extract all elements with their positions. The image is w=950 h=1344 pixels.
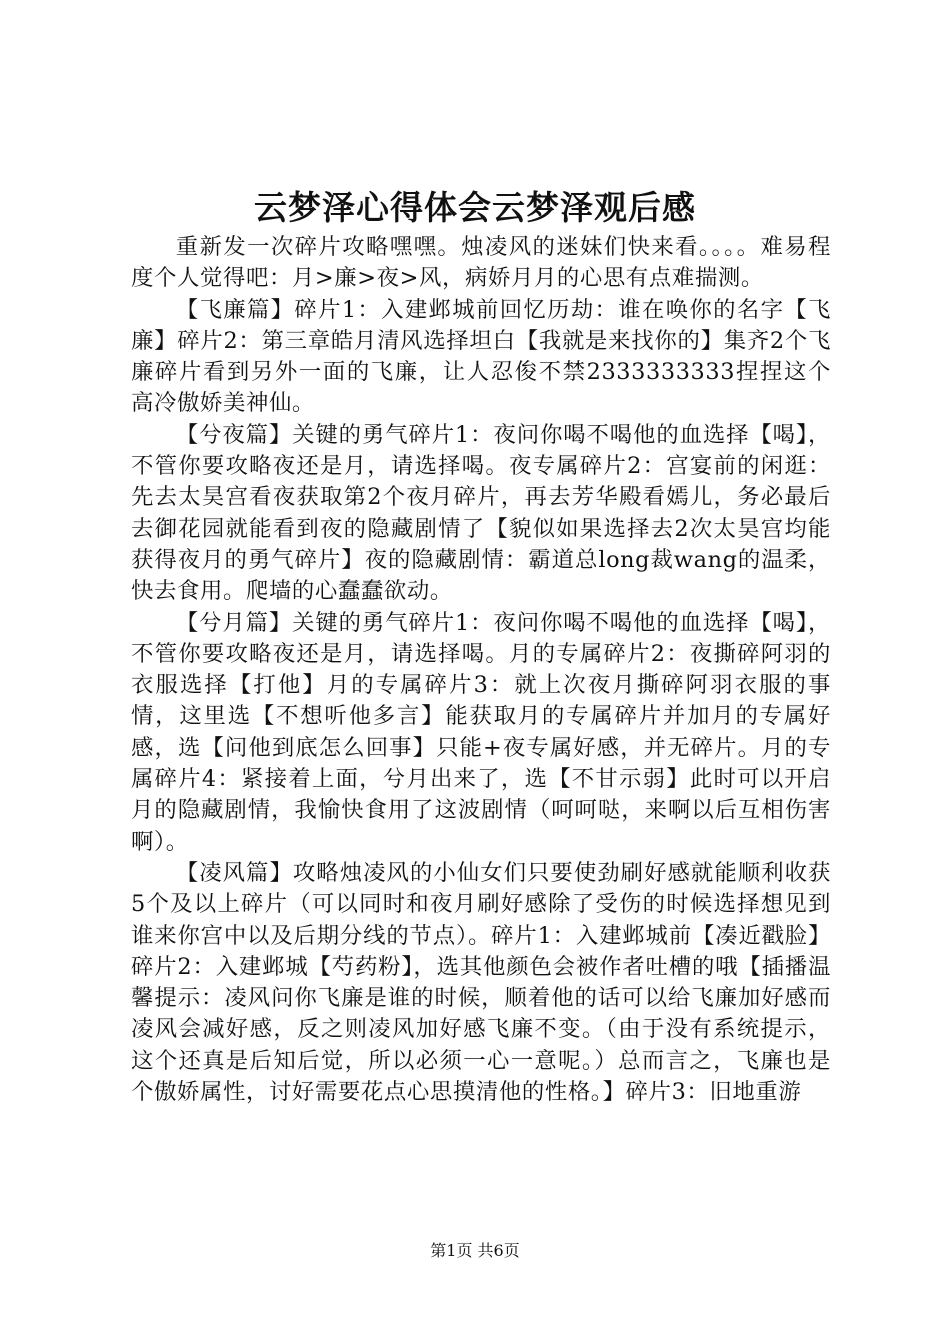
paragraph-lingfeng: 【凌风篇】攻略烛凌风的小仙女们只要使劲刷好感就能顺利收获5个及以上碎片（可以同时和夜月刷好感除了受伤的时候选择想见到谁来你宫中以及后期分线的节点）。碎片1：入建邺城前【凑近戳脸】碎片2：入建邺城【芍药粉】，选其他颜色会被作者吐槽的哦【插播温馨提示：凌风问你飞廉是谁的时候，顺着他的话可以给飞廉加好感而凌风会减好感，反之则凌风加好感飞廉不变。（由于没有系统提示，这个还真是后知后觉，所以必须一心一意呢。）总而言之，飞廉也是个傲娇属性，讨好需要花点心思摸清他的性格。】碎片3：旧地重游: [131, 859, 831, 1106]
document-title: 云梦泽心得体会云梦泽观后感: [254, 188, 696, 227]
page-number-footer: 第1页 共6页: [430, 1241, 520, 1260]
paragraph-xiye: 【兮夜篇】关键的勇气碎片1：夜问你喝不喝他的血选择【喝】，不管你要攻略夜还是月，请选择喝。夜专属碎片2：宫宴前的闲逛：先去太昊宫看夜获取第2个夜月碎片，再去芳华殿看嫣儿，务必最后去御花园就能看到夜的隐藏剧情了【貌似如果选择去2次太昊宫均能获得夜月的勇气碎片】夜的隐藏剧情：霸道总long裁wang的温柔，快去食用。爬墙的心蠢蠢欲动。: [131, 421, 831, 605]
paragraph-intro: 重新发一次碎片攻略嘿嘿。烛凌风的迷妹们快来看。。。。难易程度个人觉得吧：月>廉>夜>风，病娇月月的心思有点难揣测。: [131, 234, 831, 292]
paragraph-xiyue: 【兮月篇】关键的勇气碎片1：夜问你喝不喝他的血选择【喝】，不管你要攻略夜还是月，请选择喝。月的专属碎片2：夜撕碎阿羽的衣服选择【打他】月的专属碎片3：就上次夜月撕碎阿羽衣服的事情，这里选【不想听他多言】能获取月的专属碎片并加月的专属好感，选【问他到底怎么回事】只能+夜专属好感，并无碎片。月的专属碎片4：紧接着上面，兮月出来了，选【不甘示弱】此时可以开启月的隐藏剧情，我愉快食用了这波剧情（呵呵哒，来啊以后互相伤害啊）。: [131, 609, 831, 855]
document-body: [131, 232, 831, 1108]
paragraph-feilian: 【飞廉篇】碎片1：入建邺城前回忆历劫：谁在唤你的名字【飞廉】碎片2：第三章皓月清风选择坦白【我就是来找你的】集齐2个飞廉碎片看到另外一面的飞廉，让人忍俊不禁2333333333捏捏这个高冷傲娇美神仙。: [131, 296, 831, 417]
